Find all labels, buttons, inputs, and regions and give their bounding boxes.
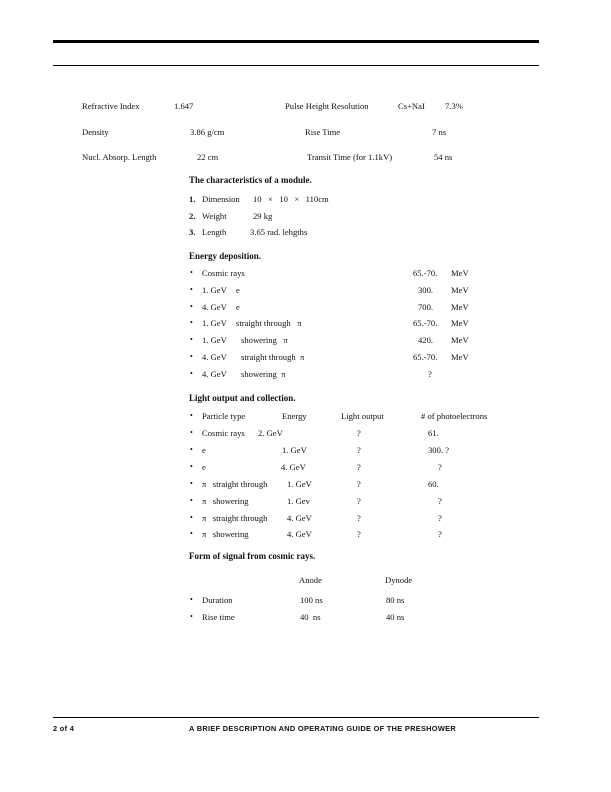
list-value: 10 × 10 × 110cm — [253, 194, 329, 204]
light-photoelectrons: 61. — [428, 428, 439, 438]
energy-particle: 1. GeV — [202, 335, 227, 346]
list-label: Dimension — [202, 194, 240, 204]
light-energy: 4. GeV — [287, 529, 312, 540]
energy-unit: MeV — [451, 352, 469, 362]
footer-title: A BRIEF DESCRIPTION AND OPERATING GUIDE OF THE PRESHOWER — [189, 724, 456, 733]
light-particle: π straight through — [202, 478, 268, 489]
bullet: • — [190, 428, 193, 437]
energy-mode: e — [236, 284, 240, 295]
header-rule-thin — [53, 65, 539, 66]
bullet: • — [190, 284, 193, 294]
bullet: • — [190, 461, 193, 471]
prop-label: Rise Time — [305, 127, 341, 137]
light-photoelectrons: ? — [438, 529, 442, 540]
bullet: • — [190, 611, 193, 621]
light-energy: 4. GeV — [281, 461, 306, 472]
bullet: • — [190, 411, 193, 420]
energy-value: ? — [428, 368, 432, 379]
energy-particle: 4. GeV — [202, 368, 227, 379]
energy-mode: showering π — [241, 335, 288, 346]
energy-mode: e — [236, 301, 240, 312]
list-value: 3.65 rad. lehgths — [250, 227, 308, 237]
light-energy: 1. GeV — [282, 444, 307, 455]
energy-particle: 1. GeV — [202, 318, 227, 329]
bullet: • — [190, 268, 193, 277]
bullet: • — [190, 512, 193, 522]
energy-particle: Cosmic rays — [202, 268, 245, 278]
energy-particle: 4. GeV — [202, 352, 227, 362]
light-output: ? — [357, 495, 361, 506]
list-value: 29 kg — [253, 211, 273, 221]
energy-unit: MeV — [451, 335, 469, 346]
section-heading: Light output and collection. — [189, 393, 296, 403]
light-particle: π straight through — [202, 512, 268, 523]
table-header: Anode — [299, 575, 322, 585]
light-energy: 4. GeV — [287, 512, 312, 523]
light-output: ? — [357, 512, 361, 523]
signal-anode: 40 ns — [300, 611, 321, 622]
energy-value: 700. — [418, 301, 434, 312]
list-label: Length — [202, 227, 227, 237]
light-photoelectrons: ? — [438, 461, 442, 472]
light-energy: 2. GeV — [258, 428, 283, 438]
prop-label: Transit Time (for 1.1kV) — [307, 152, 393, 162]
list-number: 2. — [189, 211, 196, 221]
bullet: • — [190, 301, 193, 311]
table-header: # of photoelectrons — [421, 411, 488, 421]
energy-unit: MeV — [451, 284, 469, 295]
list-number: 3. — [189, 227, 196, 237]
prop-value: 22 cm — [197, 152, 219, 162]
bullet: • — [190, 529, 193, 539]
signal-anode: 100 ns — [300, 595, 323, 605]
footer-rule — [53, 717, 539, 718]
energy-value: 420. — [418, 335, 434, 346]
energy-value: 65.-70. — [413, 318, 438, 329]
energy-mode: straight through π — [241, 352, 305, 362]
prop-value: 7 ns — [432, 127, 447, 137]
prop-value: 7.3% — [445, 101, 463, 111]
energy-value: 65.-70. — [413, 352, 438, 362]
bullet: • — [190, 368, 193, 378]
light-photoelectrons: 60. — [428, 478, 439, 489]
light-photoelectrons: ? — [438, 495, 442, 506]
light-output: ? — [357, 428, 361, 438]
light-particle: Cosmic rays — [202, 428, 245, 438]
prop-label: Pulse Height Resolution — [285, 101, 369, 111]
table-header: Dynode — [385, 575, 413, 585]
light-photoelectrons: 300. ? — [428, 444, 450, 455]
list-number: 1. — [189, 194, 196, 204]
signal-label: Duration — [202, 595, 233, 605]
energy-mode: straight through π — [236, 318, 302, 329]
signal-dynode: 40 ns — [386, 611, 405, 622]
bullet: • — [190, 595, 193, 604]
prop-label: Refractive Index — [82, 101, 140, 111]
light-output: ? — [357, 478, 361, 489]
table-header: Energy — [282, 411, 307, 421]
bullet: • — [190, 318, 193, 328]
bullet: • — [190, 495, 193, 505]
energy-particle: 1. GeV — [202, 284, 227, 295]
prop-label: Nucl. Absorp. Length — [82, 152, 157, 162]
table-header: Particle type — [202, 411, 246, 421]
energy-unit: MeV — [451, 301, 469, 312]
light-energy: 1. GeV — [287, 478, 312, 489]
signal-dynode: 80 ns — [386, 595, 405, 605]
table-header: Light output — [341, 411, 384, 421]
light-energy: 1. Gev — [287, 495, 310, 506]
section-heading: Energy deposition. — [189, 251, 262, 261]
bullet: • — [190, 478, 193, 488]
light-output: ? — [357, 444, 361, 455]
energy-unit: MeV — [451, 268, 469, 278]
header-rule-thick — [53, 40, 539, 43]
light-particle: π showering — [202, 495, 249, 506]
section-heading: Form of signal from cosmic rays. — [189, 551, 316, 561]
energy-value: 300. — [418, 284, 434, 295]
section-heading: The characteristics of a module. — [189, 175, 312, 185]
page-number: 2 of 4 — [53, 724, 75, 733]
prop-value: Cs+NaI — [398, 101, 425, 111]
light-particle: π showering — [202, 529, 249, 540]
bullet: • — [190, 352, 193, 361]
light-output: ? — [357, 529, 361, 540]
prop-value: 1.647 — [174, 101, 194, 111]
light-output: ? — [357, 461, 361, 472]
prop-value: 54 ns — [434, 152, 453, 162]
energy-particle: 4. GeV — [202, 301, 227, 312]
energy-value: 65.-70. — [413, 268, 438, 278]
prop-value: 3.86 g/cm — [190, 127, 225, 137]
light-particle: e — [202, 444, 206, 455]
bullet: • — [190, 335, 193, 345]
light-particle: e — [202, 461, 206, 472]
list-label: Weight — [202, 211, 227, 221]
energy-mode: showering π — [241, 368, 286, 379]
light-photoelectrons: ? — [438, 512, 442, 523]
bullet: • — [190, 444, 193, 454]
energy-unit: MeV — [451, 318, 469, 329]
prop-label: Density — [82, 127, 109, 137]
signal-label: Rise time — [202, 611, 235, 622]
